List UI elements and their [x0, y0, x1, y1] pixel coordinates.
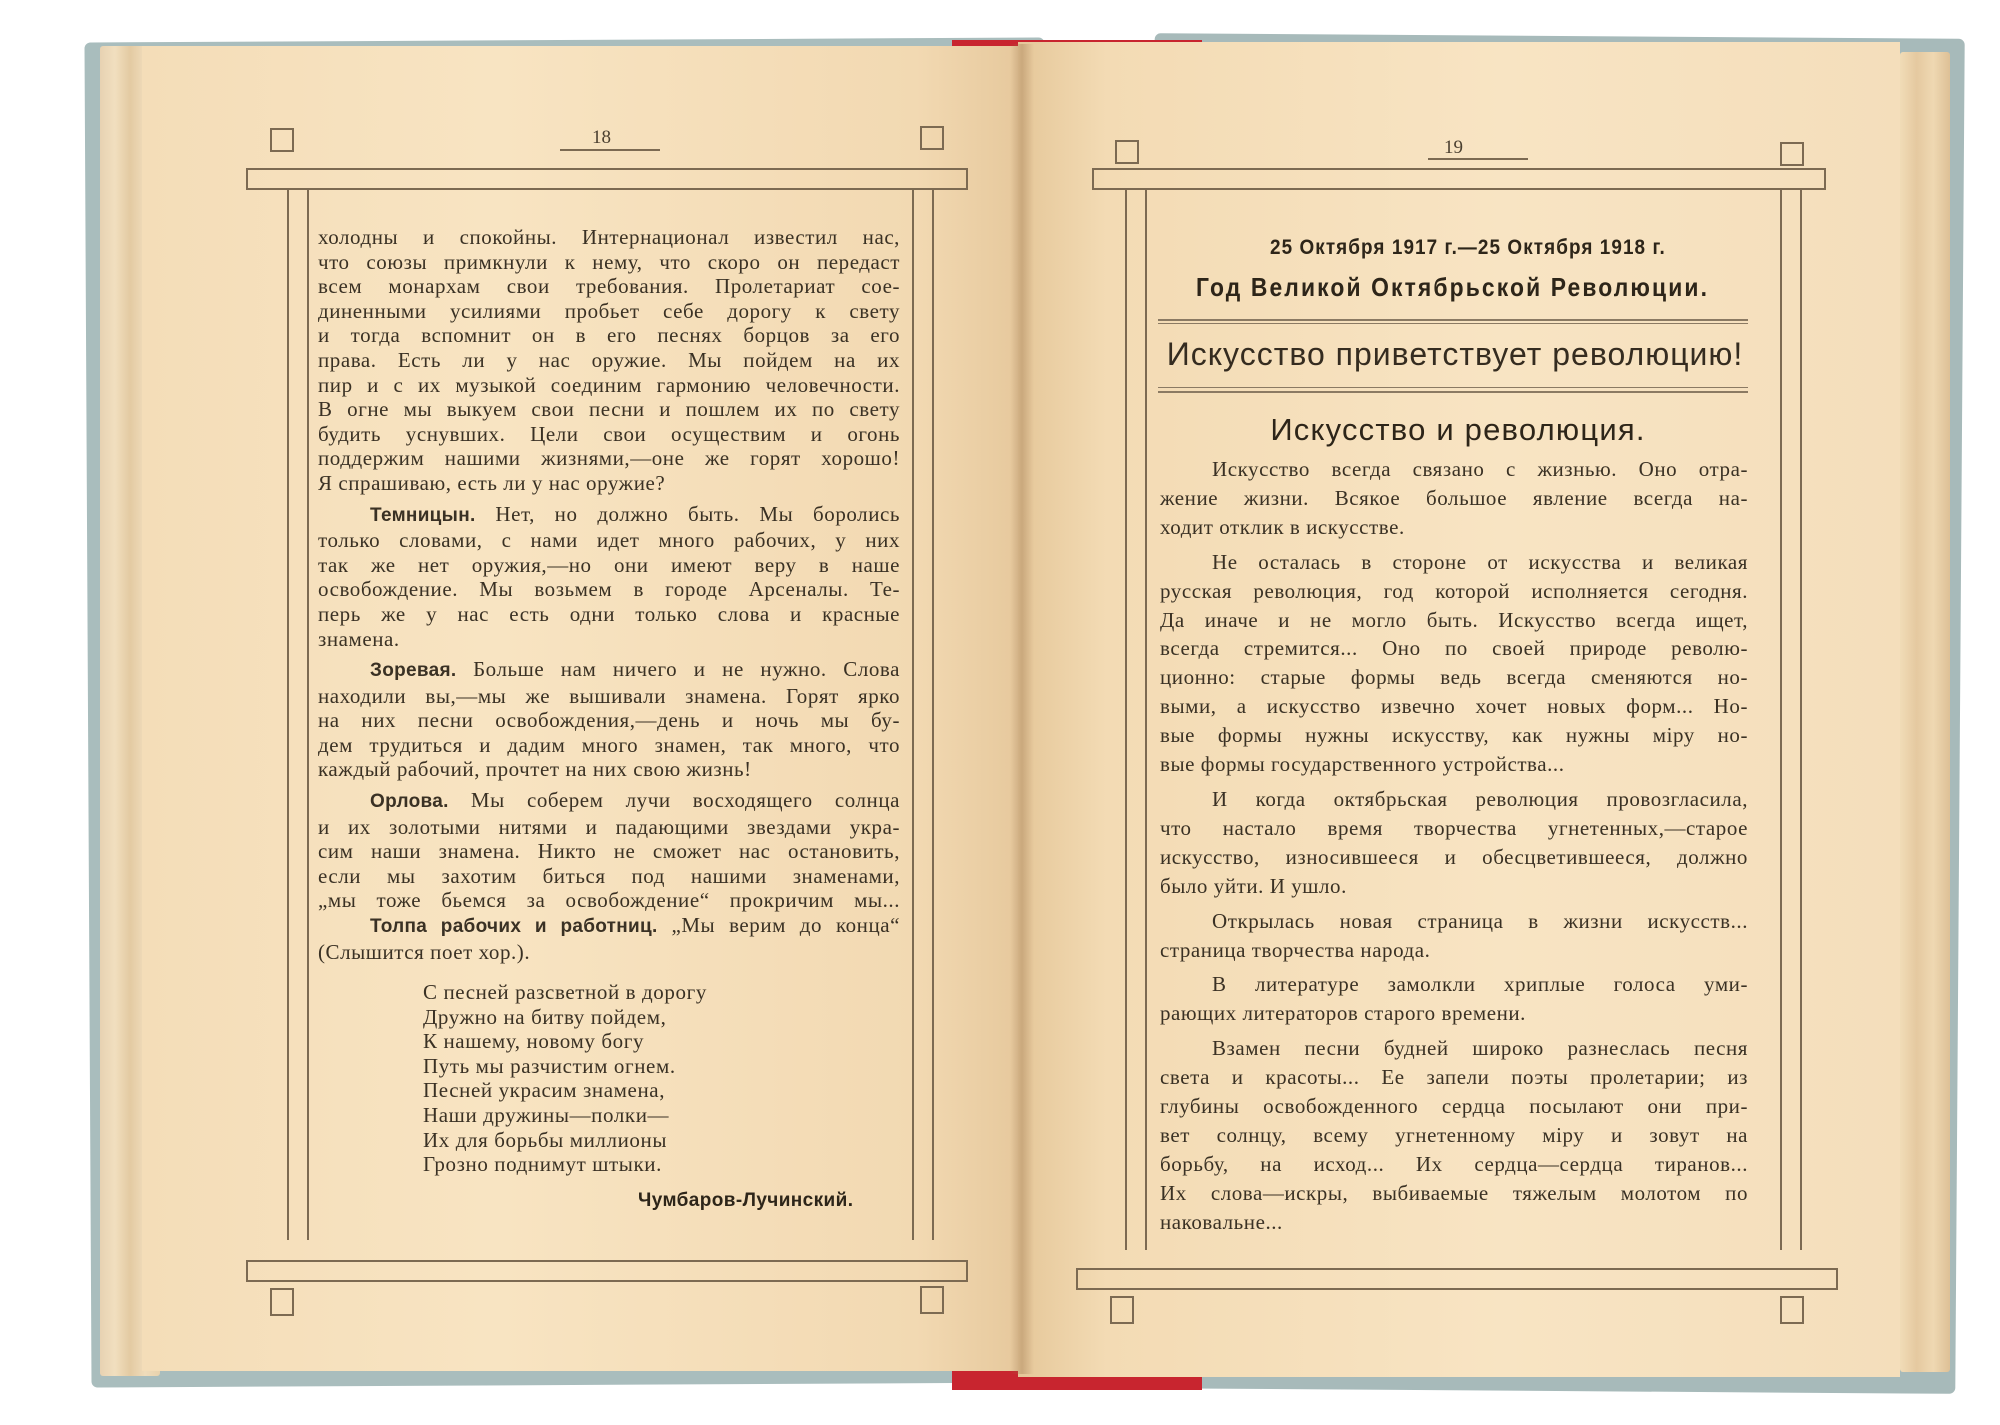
text-line: права. Есть ли у нас оружие. Мы пойдем на их — [318, 347, 900, 372]
text-line: (Слышится поет хор.). — [318, 939, 531, 964]
song-verse — [423, 980, 707, 1177]
text-line: вые формы нужны искусству, как нужны міру но- — [1160, 723, 1748, 748]
frame-corner — [270, 1288, 294, 1316]
text-line: вые формы государственного устройства... — [1160, 752, 1565, 777]
frame-right-post — [912, 190, 934, 1240]
text-line: И когда октябрьская революция провозгласила, — [1212, 786, 1748, 811]
text-line: и тогда вспомнит он в его песнях борцов за его — [318, 323, 900, 348]
verse-line: Наши дружины—полки— — [423, 1102, 670, 1127]
text-line: Открылась новая страница в жизни искусств... — [1212, 908, 1748, 933]
frame-left-post — [287, 190, 309, 1240]
text-line: поддержим нашими жизнями,—оне же горят хорошо! — [318, 446, 900, 471]
author-signature: Чумбаров-Лучинский. — [638, 1190, 854, 1211]
text-line: глубины освобожденного сердца посылают они при- — [1160, 1094, 1748, 1119]
text-line: находили вы,—мы же вышивали знамена. Горят ярко — [318, 683, 900, 708]
text-line: русская революция, год которой исполняется сегодня. — [1160, 578, 1748, 603]
text-line: рающих литераторов старого времени. — [1160, 1001, 1526, 1026]
frame-corner — [270, 128, 294, 152]
divider-rule — [1158, 387, 1748, 388]
verse-line: С песней разсветной в дорогу — [423, 980, 707, 1004]
left-page-text — [318, 225, 900, 964]
text-line: дем трудиться и дадим много знамен, так много, что — [318, 732, 900, 757]
frame-corner — [1780, 1296, 1804, 1324]
text-line: только словами, с нами идет много рабочих, у них — [318, 528, 900, 553]
text-line: Да иначе и не могло быть. Искусство всегда ищет, — [1160, 607, 1748, 632]
text-line: выми, а искусство извечно хочет новых форм... Но- — [1160, 694, 1748, 719]
speech-first-line: Зоревая. Больше нам ничего и не нужно. Слова — [370, 657, 900, 682]
divider-rule — [1158, 323, 1748, 324]
text-line: если мы захотим биться под нашими знаменами, — [318, 863, 900, 888]
text-line: ционно: старые формы ведь всегда сменяются но- — [1160, 665, 1748, 690]
verse-line: Их для борьбы миллионы — [423, 1127, 668, 1152]
frame-right-post — [1780, 190, 1802, 1250]
text-line: диненными усилиями пробьет себе дорогу к свету — [318, 298, 900, 323]
verse-line: Дружно на битву пойдем, — [423, 1004, 667, 1029]
anniversary-title: Год Великой Октябрьской Революции. — [1196, 272, 1710, 302]
text-line: Искусство всегда связано с жизнью. Оно отра- — [1212, 457, 1748, 481]
page-edges-right — [1900, 52, 1950, 1372]
speech-first-line: Толпа рабочих и работниц. „Мы верим до конца“ — [370, 913, 900, 938]
text-line: наковальне... — [1160, 1209, 1283, 1234]
text-line: на них песни освобождения,—день и ночь мы бу- — [318, 708, 900, 733]
frame-top-bar — [1092, 168, 1826, 190]
frame-corner — [1780, 142, 1804, 166]
frame-corner — [920, 1286, 944, 1314]
text-line: всегда стремится... Оно по своей природе револю- — [1160, 636, 1748, 661]
frame-bottom-bar — [1076, 1268, 1838, 1290]
page-number-left: 18 — [592, 127, 611, 148]
banner-slogan: Искусство приветствует революцию! — [1166, 336, 1744, 372]
text-line: и их золотыми нитями и падающими звездами укра- — [318, 814, 900, 839]
speaker-crowd: Толпа рабочих и работниц. — [370, 916, 658, 938]
text-line: страница творчества народа. — [1160, 937, 1431, 962]
divider-rule — [1158, 319, 1748, 321]
text-line: света и красоты... Ее запели поэты пролетарии; из — [1160, 1065, 1748, 1090]
text-line: что союзы примкнули к нему, что скоро он передаст — [318, 249, 900, 274]
text-line: холодны и спокойны. Интернационал известил нас, — [318, 225, 900, 249]
verse-line: Песней украсим знамена, — [423, 1078, 666, 1103]
book-gutter-shadow — [1010, 44, 1034, 1374]
text-line: будить уснувших. Цели свои осуществим и огонь — [318, 421, 900, 446]
text-line: так же нет оружия,—но они имеют веру в наше — [318, 552, 900, 577]
speaker-zorevaya: Зоревая. — [370, 660, 457, 682]
page-number-underline — [560, 149, 660, 151]
frame-top-bar — [246, 168, 968, 190]
speech-first-line: Орлова. Мы соберем лучи восходящего солнца — [370, 788, 900, 813]
text-line: сим наши знамена. Никто не сможет нас остановить, — [318, 839, 900, 864]
frame-bottom-bar — [246, 1260, 968, 1282]
text-line: перь же у нас есть одни только слова и красные — [318, 601, 900, 626]
text-line: Не осталась в стороне от искусства и великая — [1212, 549, 1748, 574]
text-line: что настало время творчества угнетенных,—старое — [1160, 815, 1748, 840]
text-line: Я спрашиваю, есть ли у нас оружие? — [318, 470, 666, 495]
text-line: искусство, износившееся и обесцветившееся, должно — [1160, 844, 1748, 869]
frame-left-post — [1125, 190, 1147, 1250]
text-line: В литературе замолкли хриплые голоса уми- — [1212, 972, 1748, 997]
speaker-temnitsyn: Темницын. — [370, 504, 476, 526]
page-number-right: 19 — [1444, 137, 1463, 158]
anniversary-date-line: 25 Октября 1917 г.—25 Октября 1918 г. — [1270, 236, 1666, 259]
page-number-underline — [1428, 158, 1528, 160]
text-line: „мы тоже бьемся за освобождение“ прокричим мы... — [318, 888, 900, 913]
text-line: жение жизни. Всякое большое явление всегда на- — [1160, 485, 1748, 510]
frame-corner — [1115, 140, 1139, 164]
text-line: освобождение. Мы возьмем в городе Арсеналы. Те- — [318, 577, 900, 602]
text-line: всем монархам свои требования. Пролетариат сое- — [318, 274, 900, 299]
verse-line: К нашему, новому богу — [423, 1029, 645, 1054]
text-line: пир и с их музыкой соединим гармонию человечности. — [318, 372, 900, 397]
verse-line: Путь мы разчистим огнем. — [423, 1053, 676, 1078]
text-line: Взамен песни будней широко разнеслась песня — [1212, 1036, 1748, 1061]
frame-corner — [1110, 1296, 1134, 1324]
article-body — [1160, 455, 1748, 1237]
text-line: вет солнцу, всему угнетенному міру и зовут на — [1160, 1122, 1748, 1147]
text-line: каждый рабочий, прочтет на них свою жизнь! — [318, 757, 752, 782]
frame-corner — [920, 126, 944, 150]
divider-rule — [1158, 391, 1748, 393]
speech-first-line: Темницын. Нет, но должно быть. Мы боролись — [370, 501, 900, 526]
text-line: ходит отклик в искусстве. — [1160, 514, 1405, 539]
text-line: было уйти. И ушло. — [1160, 873, 1347, 898]
text-line: В огне мы выкуем свои песни и пошлем их по свету — [318, 397, 900, 422]
text-line: Их слова—искры, выбиваемые тяжелым молотом по — [1160, 1180, 1748, 1205]
text-line: знамена. — [318, 626, 400, 651]
text-line: борьбу, на исход... Их сердца—сердца тиранов... — [1160, 1151, 1748, 1176]
verse-line: Грозно поднимут штыки. — [423, 1152, 662, 1177]
speaker-orlova: Орлова. — [370, 791, 449, 813]
article-heading: Искусство и революция. — [1270, 412, 1646, 447]
